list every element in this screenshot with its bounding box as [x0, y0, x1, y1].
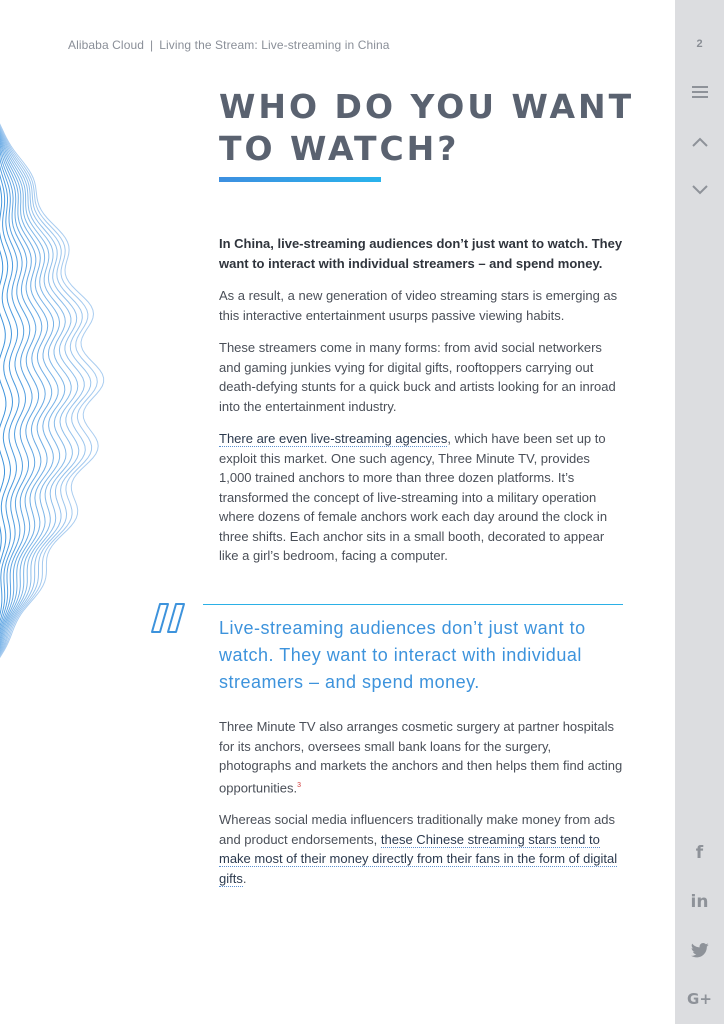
paragraph-3	[219, 429, 624, 566]
digital-gifts-link[interactable]: these Chinese streaming stars tend to make most of their money directly from their fans in the form of digital gifts	[219, 831, 618, 886]
article-body-continued	[219, 717, 624, 901]
page-number: 2	[696, 38, 703, 50]
page-title	[219, 86, 639, 170]
linkedin-icon[interactable]: in	[690, 892, 709, 912]
paragraph-1: As a result, a new generation of video streaming stars is emerging as this interactive entertainment usurps passive viewing habits.	[219, 288, 618, 323]
paragraph-2: These streamers come in many forms: from avid social networkers and gaming junkies vying for digital gifts, rooftoppers carrying out death-defying stunts for a quick buck and artists looking for an inroad into the entertainment industry.	[219, 340, 616, 414]
google-plus-icon[interactable]: G+	[687, 990, 712, 1008]
page-title-line-1: WHO DO YOU WANT	[219, 87, 635, 126]
twitter-icon[interactable]	[687, 939, 712, 961]
footnote-marker[interactable]: 3	[297, 781, 301, 789]
paragraph-4-text: Three Minute TV also arranges cosmetic surgery at partner hospitals for its anchors, oversees small bank loans for the surgery, photographs and markets the anchors and then helps them find acting opportunities.	[219, 719, 623, 795]
article-body	[219, 234, 624, 579]
facebook-icon[interactable]: f	[695, 843, 704, 863]
wave-line	[0, 110, 58, 670]
quote-mark-icon	[150, 600, 192, 636]
page-title-line-2: TO WATCH?	[219, 129, 460, 168]
paragraph-5-text-pre: Whereas social media influencers traditionally make money from ads and product endorsements,	[219, 812, 615, 847]
brand-name: Alibaba Cloud	[68, 38, 145, 52]
paragraph-5-text-post: .	[242, 870, 247, 886]
wave-line	[0, 110, 78, 670]
header-separator: |	[150, 38, 154, 52]
paragraph-3-text: , which have been set up to exploit this market. One such agency, Three Minute TV, provides 1,000 trained anchors to more than three dozen platforms. It’s transformed the concept of live-streaming into a military operation where dozens of female anchors work each day around the clock in three shifts. Each anchor sits in a small booth, decorated to appear like a girl’s bedroom, facing a computer.	[219, 431, 608, 563]
lead-paragraph: In China, live-streaming audiences don’t just want to watch. They want to interact with individual streamers – and spend money.	[219, 236, 623, 271]
chevron-up-icon[interactable]	[687, 131, 712, 153]
wave-line	[0, 110, 97, 670]
agencies-link[interactable]: There are even live-streaming agencies	[219, 431, 448, 446]
pull-quote: Live-streaming audiences don’t just want to watch. They want to interact with individual streamers – and spend money.	[219, 618, 586, 692]
paragraph-4	[219, 717, 624, 797]
navigation-sidebar	[675, 0, 724, 1024]
document-title: Living the Stream: Live-streaming in China	[159, 38, 390, 52]
running-header	[68, 38, 390, 52]
wave-line	[0, 110, 39, 670]
menu-icon[interactable]	[687, 81, 712, 103]
paragraph-5	[219, 810, 624, 888]
chevron-down-icon[interactable]	[687, 179, 712, 201]
decorative-wave-lines	[0, 110, 130, 670]
title-underline	[219, 177, 381, 182]
quote-divider	[203, 604, 623, 605]
